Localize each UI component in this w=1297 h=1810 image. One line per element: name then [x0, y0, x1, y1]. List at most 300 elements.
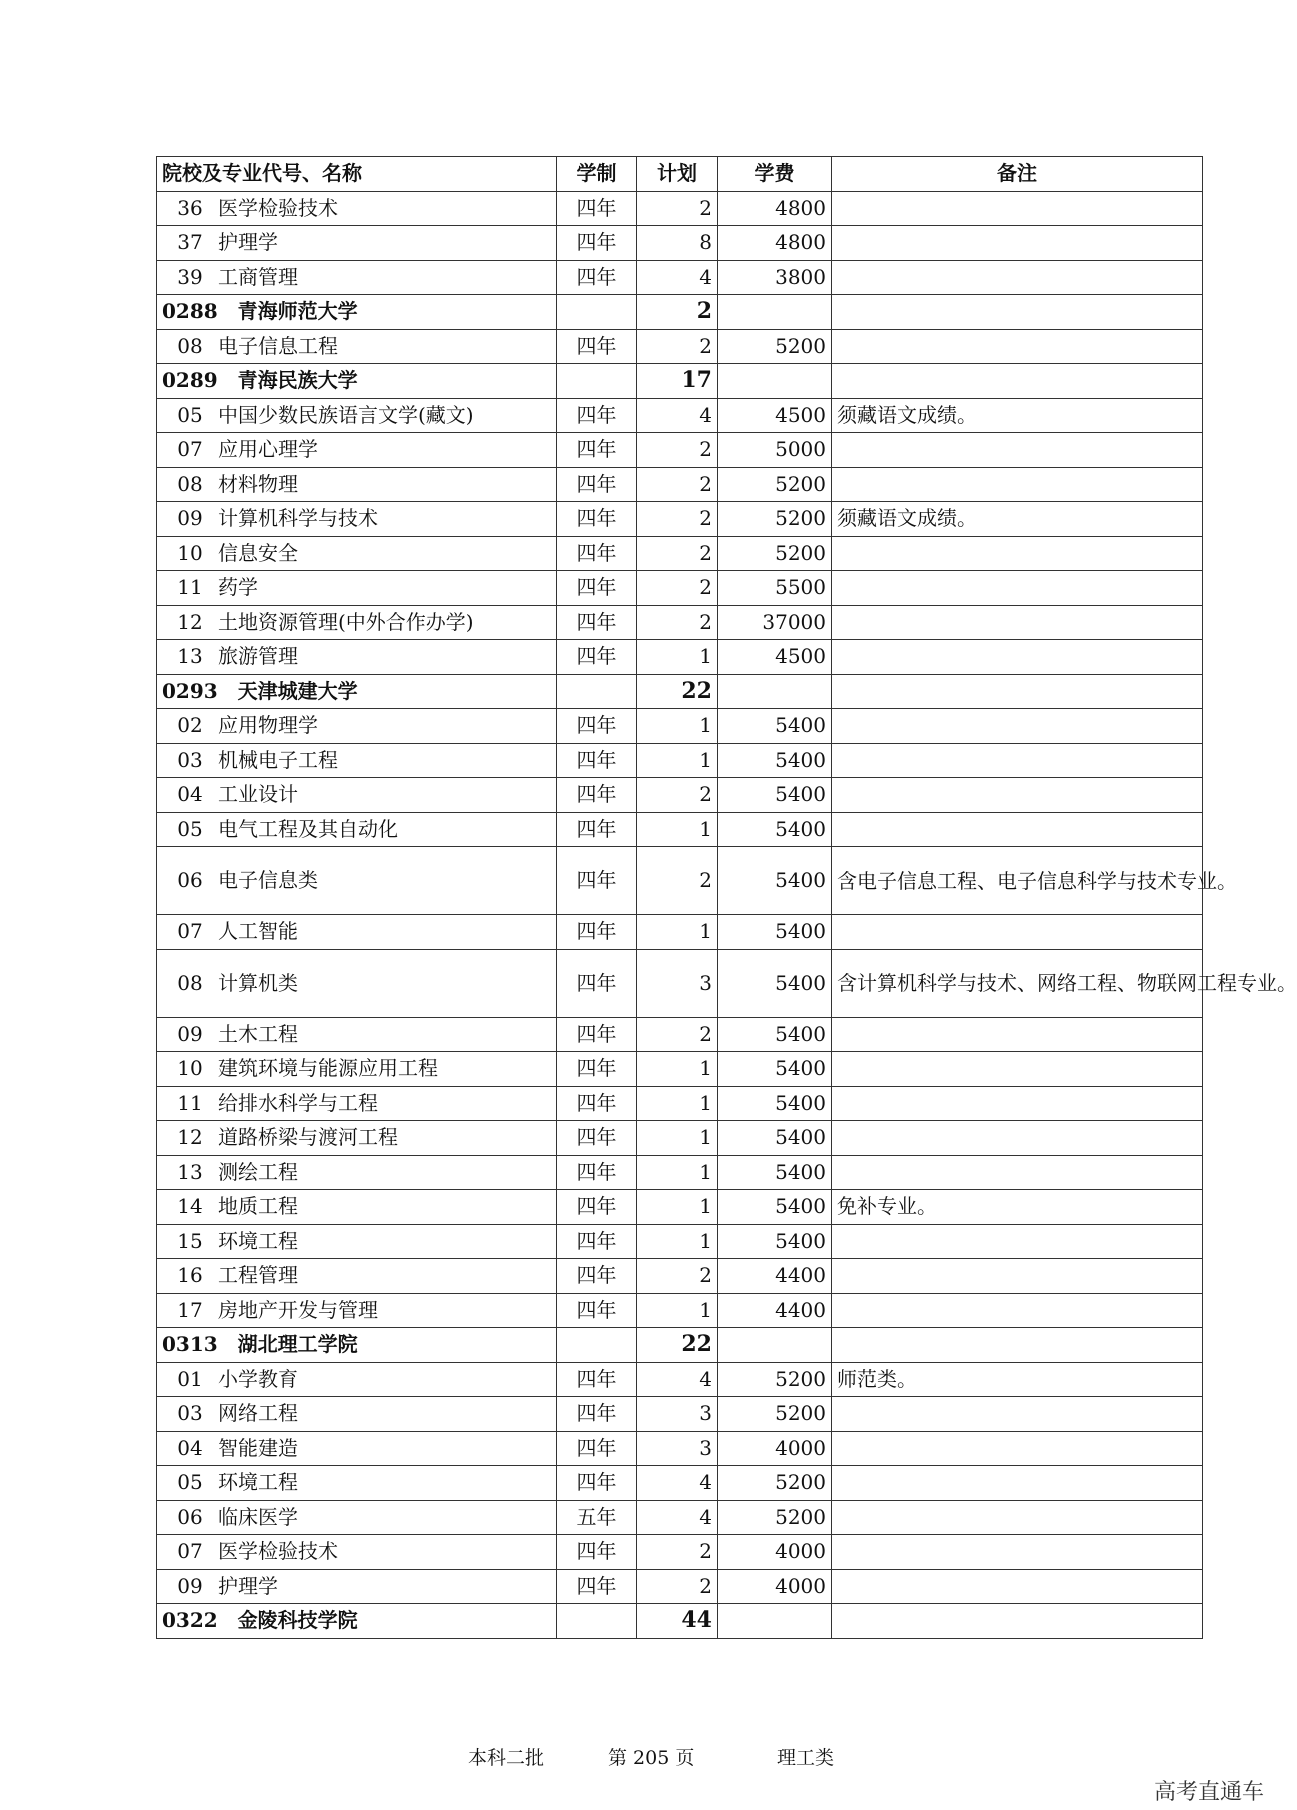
fee-cell: 4000 [718, 1431, 832, 1466]
school-name: 湖北理工学院 [237, 1332, 358, 1357]
plan-cell: 1 [637, 915, 718, 950]
fee-cell: 5200 [718, 536, 832, 571]
major-code: 05 [177, 816, 203, 841]
major-row [157, 1569, 1203, 1604]
major-name: 智能建造 [218, 1435, 298, 1460]
note-cell [832, 1535, 1203, 1570]
fee-cell [718, 295, 832, 330]
major-code: 39 [177, 264, 203, 289]
note-cell: 免补专业。 [832, 1190, 1203, 1225]
fee-cell: 5400 [718, 847, 832, 915]
major-code: 08 [177, 333, 203, 358]
length-cell: 四年 [557, 1224, 637, 1259]
plan-cell: 2 [637, 433, 718, 468]
fee-cell: 4400 [718, 1259, 832, 1294]
length-cell: 四年 [557, 847, 637, 915]
fee-cell: 5400 [718, 949, 832, 1017]
header-note: 备注 [832, 157, 1203, 192]
plan-cell: 4 [637, 1466, 718, 1501]
plan-cell: 1 [637, 1086, 718, 1121]
plan-cell: 2 [637, 329, 718, 364]
fee-cell: 5400 [718, 915, 832, 950]
plan-cell: 4 [637, 398, 718, 433]
plan-cell: 1 [637, 1155, 718, 1190]
major-name: 环境工程 [218, 1470, 298, 1495]
note-cell [832, 1121, 1203, 1156]
length-cell: 四年 [557, 1397, 637, 1432]
plan-cell: 2 [637, 1535, 718, 1570]
plan-cell: 1 [637, 1052, 718, 1087]
length-cell: 四年 [557, 1155, 637, 1190]
name-cell [157, 743, 557, 778]
major-name: 房地产开发与管理 [218, 1297, 378, 1322]
note-cell [832, 1155, 1203, 1190]
plan-cell: 3 [637, 949, 718, 1017]
major-name: 地质工程 [218, 1194, 298, 1219]
major-name: 旅游管理 [218, 644, 298, 669]
note-cell [832, 1431, 1203, 1466]
note-cell [832, 1224, 1203, 1259]
major-row [157, 1224, 1203, 1259]
major-row [157, 1017, 1203, 1052]
major-code: 13 [177, 1159, 203, 1184]
length-cell: 四年 [557, 1121, 637, 1156]
major-code: 04 [177, 1435, 203, 1460]
note-cell [832, 915, 1203, 950]
length-cell: 四年 [557, 1259, 637, 1294]
note-cell [832, 812, 1203, 847]
major-code: 07 [177, 437, 203, 462]
note-cell [832, 1017, 1203, 1052]
fee-cell [718, 674, 832, 709]
plan-cell: 2 [637, 605, 718, 640]
major-code: 10 [177, 540, 203, 565]
plan-cell: 2 [637, 536, 718, 571]
name-cell [157, 571, 557, 606]
name-cell [157, 260, 557, 295]
footer-category: 理工类 [777, 1747, 835, 1769]
major-name: 护理学 [218, 230, 278, 255]
fee-cell: 3800 [718, 260, 832, 295]
watermark: 高考直通车 [1153, 1780, 1264, 1805]
fee-cell: 5200 [718, 1500, 832, 1535]
length-cell: 四年 [557, 1293, 637, 1328]
major-row [157, 949, 1203, 1017]
fee-cell: 5400 [718, 1121, 832, 1156]
major-code: 06 [177, 1504, 203, 1529]
major-code: 10 [177, 1056, 203, 1081]
major-code: 17 [177, 1297, 203, 1322]
name-cell [157, 1466, 557, 1501]
length-cell [557, 295, 637, 330]
fee-cell: 5200 [718, 1466, 832, 1501]
note-cell [832, 1259, 1203, 1294]
plan-cell: 2 [637, 571, 718, 606]
header-fee: 学费 [718, 157, 832, 192]
length-cell: 四年 [557, 329, 637, 364]
major-code: 05 [177, 1470, 203, 1495]
length-cell: 四年 [557, 743, 637, 778]
note-cell [832, 364, 1203, 399]
major-code: 14 [177, 1194, 203, 1219]
name-cell [157, 1052, 557, 1087]
major-name: 测绘工程 [218, 1159, 298, 1184]
major-name: 工程管理 [218, 1263, 298, 1288]
name-cell [157, 1086, 557, 1121]
name-cell [157, 640, 557, 675]
major-row [157, 467, 1203, 502]
plan-cell: 8 [637, 226, 718, 261]
school-row [157, 1604, 1203, 1639]
major-row [157, 743, 1203, 778]
school-name: 天津城建大学 [237, 678, 358, 703]
length-cell: 四年 [557, 1431, 637, 1466]
note-cell [832, 329, 1203, 364]
note-cell: 含计算机科学与技术、网络工程、物联网工程专业。 [832, 949, 1203, 1017]
name-cell [157, 1224, 557, 1259]
name-cell [157, 433, 557, 468]
length-cell [557, 1328, 637, 1363]
school-row [157, 295, 1203, 330]
plan-cell: 44 [637, 1604, 718, 1639]
length-cell: 四年 [557, 1362, 637, 1397]
plan-cell: 2 [637, 191, 718, 226]
major-code: 12 [177, 1125, 203, 1150]
major-code: 04 [177, 782, 203, 807]
fee-cell: 5200 [718, 502, 832, 537]
major-name: 中国少数民族语言文学(藏文) [218, 402, 474, 427]
major-name: 工业设计 [218, 782, 298, 807]
plan-cell: 4 [637, 260, 718, 295]
name-cell [157, 915, 557, 950]
major-code: 12 [177, 609, 203, 634]
length-cell: 四年 [557, 1017, 637, 1052]
major-row [157, 915, 1203, 950]
major-code: 01 [177, 1366, 203, 1391]
note-cell [832, 191, 1203, 226]
plan-cell: 2 [637, 1017, 718, 1052]
school-row [157, 1328, 1203, 1363]
note-cell: 师范类。 [832, 1362, 1203, 1397]
school-code: 0289 [162, 368, 218, 393]
plan-cell: 2 [637, 295, 718, 330]
major-code: 11 [177, 1090, 203, 1115]
major-code: 37 [177, 230, 203, 255]
school-name: 青海民族大学 [237, 368, 358, 393]
major-code: 03 [177, 747, 203, 772]
length-cell: 五年 [557, 1500, 637, 1535]
plan-cell: 2 [637, 778, 718, 813]
major-row [157, 226, 1203, 261]
name-cell [157, 1535, 557, 1570]
note-cell [832, 433, 1203, 468]
school-code: 0288 [162, 299, 218, 324]
fee-cell: 5400 [718, 1017, 832, 1052]
fee-cell: 5400 [718, 709, 832, 744]
name-cell [157, 295, 557, 330]
length-cell: 四年 [557, 502, 637, 537]
major-row [157, 398, 1203, 433]
major-row [157, 1121, 1203, 1156]
school-code: 0322 [162, 1608, 218, 1633]
note-cell [832, 1466, 1203, 1501]
name-cell [157, 778, 557, 813]
fee-cell: 5400 [718, 1224, 832, 1259]
major-name: 护理学 [218, 1573, 278, 1598]
length-cell [557, 364, 637, 399]
school-name: 青海师范大学 [237, 299, 358, 324]
fee-cell: 4500 [718, 640, 832, 675]
major-name: 工商管理 [218, 264, 298, 289]
note-cell [832, 536, 1203, 571]
table-header-row [157, 157, 1203, 192]
major-code: 03 [177, 1401, 203, 1426]
length-cell: 四年 [557, 226, 637, 261]
admission-plan-table [156, 156, 1297, 1639]
major-row [157, 329, 1203, 364]
major-code: 05 [177, 402, 203, 427]
major-row [157, 605, 1203, 640]
note-cell [832, 709, 1203, 744]
length-cell: 四年 [557, 1052, 637, 1087]
plan-cell: 2 [637, 1259, 718, 1294]
major-name: 应用物理学 [218, 713, 318, 738]
note-cell [832, 674, 1203, 709]
major-row [157, 847, 1203, 915]
major-row [157, 1535, 1203, 1570]
length-cell: 四年 [557, 571, 637, 606]
major-row [157, 260, 1203, 295]
length-cell: 四年 [557, 1190, 637, 1225]
plan-cell: 1 [637, 743, 718, 778]
header-name: 院校及专业代号、名称 [157, 157, 557, 192]
name-cell [157, 1121, 557, 1156]
name-cell [157, 364, 557, 399]
name-cell [157, 1397, 557, 1432]
major-name: 土地资源管理(中外合作办学) [218, 609, 474, 634]
fee-cell: 37000 [718, 605, 832, 640]
plan-cell: 2 [637, 502, 718, 537]
length-cell: 四年 [557, 949, 637, 1017]
note-cell [832, 571, 1203, 606]
note-cell [832, 467, 1203, 502]
fee-cell: 4400 [718, 1293, 832, 1328]
name-cell [157, 1362, 557, 1397]
major-row [157, 709, 1203, 744]
name-cell [157, 1155, 557, 1190]
fee-cell: 5500 [718, 571, 832, 606]
major-name: 给排水科学与工程 [218, 1090, 378, 1115]
major-code: 06 [177, 868, 203, 892]
length-cell: 四年 [557, 1569, 637, 1604]
major-row [157, 571, 1203, 606]
name-cell [157, 467, 557, 502]
major-name: 临床医学 [218, 1504, 298, 1529]
note-cell [832, 1397, 1203, 1432]
school-row [157, 364, 1203, 399]
table-body [157, 191, 1297, 1638]
name-cell [157, 674, 557, 709]
major-name: 药学 [218, 575, 258, 600]
plan-cell: 1 [637, 1190, 718, 1225]
name-cell [157, 1259, 557, 1294]
note-cell [832, 1500, 1203, 1535]
footer-batch: 本科二批 [468, 1747, 545, 1769]
length-cell: 四年 [557, 640, 637, 675]
plan-cell: 3 [637, 1397, 718, 1432]
note-cell [832, 1569, 1203, 1604]
fee-cell [718, 364, 832, 399]
plan-cell: 1 [637, 709, 718, 744]
length-cell: 四年 [557, 260, 637, 295]
fee-cell: 4000 [718, 1569, 832, 1604]
plan-cell: 4 [637, 1500, 718, 1535]
name-cell [157, 1604, 557, 1639]
major-code: 02 [177, 713, 203, 738]
name-cell [157, 502, 557, 537]
note-cell [832, 1086, 1203, 1121]
major-row [157, 640, 1203, 675]
major-row [157, 1293, 1203, 1328]
fee-cell: 5400 [718, 1052, 832, 1087]
plan-cell: 22 [637, 1328, 718, 1363]
school-code: 0293 [162, 678, 218, 703]
major-row [157, 536, 1203, 571]
length-cell: 四年 [557, 915, 637, 950]
major-row [157, 1052, 1203, 1087]
major-name: 电子信息工程 [218, 333, 338, 358]
note-cell [832, 640, 1203, 675]
major-name: 环境工程 [218, 1228, 298, 1253]
major-name: 信息安全 [218, 540, 298, 565]
name-cell [157, 1190, 557, 1225]
length-cell: 四年 [557, 709, 637, 744]
fee-cell: 4500 [718, 398, 832, 433]
name-cell [157, 1293, 557, 1328]
major-row [157, 1086, 1203, 1121]
fee-cell: 5400 [718, 1190, 832, 1225]
school-code: 0313 [162, 1332, 218, 1357]
plan-cell: 1 [637, 812, 718, 847]
header-plan: 计划 [637, 157, 718, 192]
fee-cell: 5200 [718, 1362, 832, 1397]
fee-cell: 5400 [718, 1086, 832, 1121]
major-row [157, 191, 1203, 226]
major-name: 道路桥梁与渡河工程 [218, 1125, 398, 1150]
plan-cell: 1 [637, 1121, 718, 1156]
fee-cell: 5200 [718, 467, 832, 502]
major-code: 15 [177, 1228, 203, 1253]
note-cell [832, 1604, 1203, 1639]
name-cell [157, 847, 557, 915]
note-cell: 含电子信息工程、电子信息科学与技术专业。 [832, 847, 1203, 915]
note-cell [832, 778, 1203, 813]
name-cell [157, 1431, 557, 1466]
note-cell [832, 295, 1203, 330]
note-cell: 须藏语文成绩。 [832, 502, 1203, 537]
plan-cell: 22 [637, 674, 718, 709]
plan-cell: 1 [637, 1224, 718, 1259]
major-code: 09 [177, 1573, 203, 1598]
major-row [157, 1466, 1203, 1501]
plan-cell: 3 [637, 1431, 718, 1466]
major-name: 机械电子工程 [218, 747, 338, 772]
length-cell: 四年 [557, 536, 637, 571]
fee-cell [718, 1328, 832, 1363]
fee-cell: 5000 [718, 433, 832, 468]
name-cell [157, 1328, 557, 1363]
major-code: 09 [177, 506, 203, 531]
major-row [157, 1362, 1203, 1397]
fee-cell: 5400 [718, 1155, 832, 1190]
major-code: 07 [177, 919, 203, 944]
major-row [157, 812, 1203, 847]
major-name: 计算机科学与技术 [218, 506, 378, 531]
plan-cell: 1 [637, 640, 718, 675]
school-name: 金陵科技学院 [237, 1608, 358, 1633]
major-row [157, 1500, 1203, 1535]
major-name: 人工智能 [218, 919, 298, 944]
fee-cell: 5400 [718, 778, 832, 813]
length-cell: 四年 [557, 1535, 637, 1570]
length-cell: 四年 [557, 398, 637, 433]
plan-cell: 2 [637, 467, 718, 502]
plan-cell: 4 [637, 1362, 718, 1397]
major-name: 小学教育 [218, 1366, 298, 1391]
note-cell [832, 1293, 1203, 1328]
major-name: 土木工程 [218, 1021, 298, 1046]
school-row [157, 674, 1203, 709]
name-cell [157, 949, 557, 1017]
name-cell [157, 226, 557, 261]
major-code: 08 [177, 970, 203, 995]
major-name: 建筑环境与能源应用工程 [218, 1056, 438, 1081]
note-cell [832, 260, 1203, 295]
major-code: 16 [177, 1263, 203, 1288]
name-cell [157, 191, 557, 226]
fee-cell: 4000 [718, 1535, 832, 1570]
major-row [157, 1155, 1203, 1190]
plan-cell: 2 [637, 847, 718, 915]
plan-cell: 1 [637, 1293, 718, 1328]
major-name: 网络工程 [218, 1401, 298, 1426]
header-length: 学制 [557, 157, 637, 192]
major-name: 电子信息类 [218, 868, 318, 892]
note-cell [832, 743, 1203, 778]
length-cell: 四年 [557, 1086, 637, 1121]
length-cell: 四年 [557, 812, 637, 847]
major-row [157, 502, 1203, 537]
length-cell: 四年 [557, 433, 637, 468]
major-row [157, 1431, 1203, 1466]
major-code: 07 [177, 1539, 203, 1564]
major-code: 08 [177, 471, 203, 496]
fee-cell: 4800 [718, 226, 832, 261]
length-cell: 四年 [557, 191, 637, 226]
fee-cell: 5400 [718, 743, 832, 778]
footer-page-number: 第 205 页 [608, 1747, 695, 1769]
name-cell [157, 1569, 557, 1604]
name-cell [157, 329, 557, 364]
fee-cell [718, 1604, 832, 1639]
note-cell [832, 1052, 1203, 1087]
name-cell [157, 398, 557, 433]
note-cell [832, 605, 1203, 640]
major-row [157, 1259, 1203, 1294]
major-row [157, 1190, 1203, 1225]
major-name: 医学检验技术 [218, 1539, 338, 1564]
name-cell [157, 1017, 557, 1052]
